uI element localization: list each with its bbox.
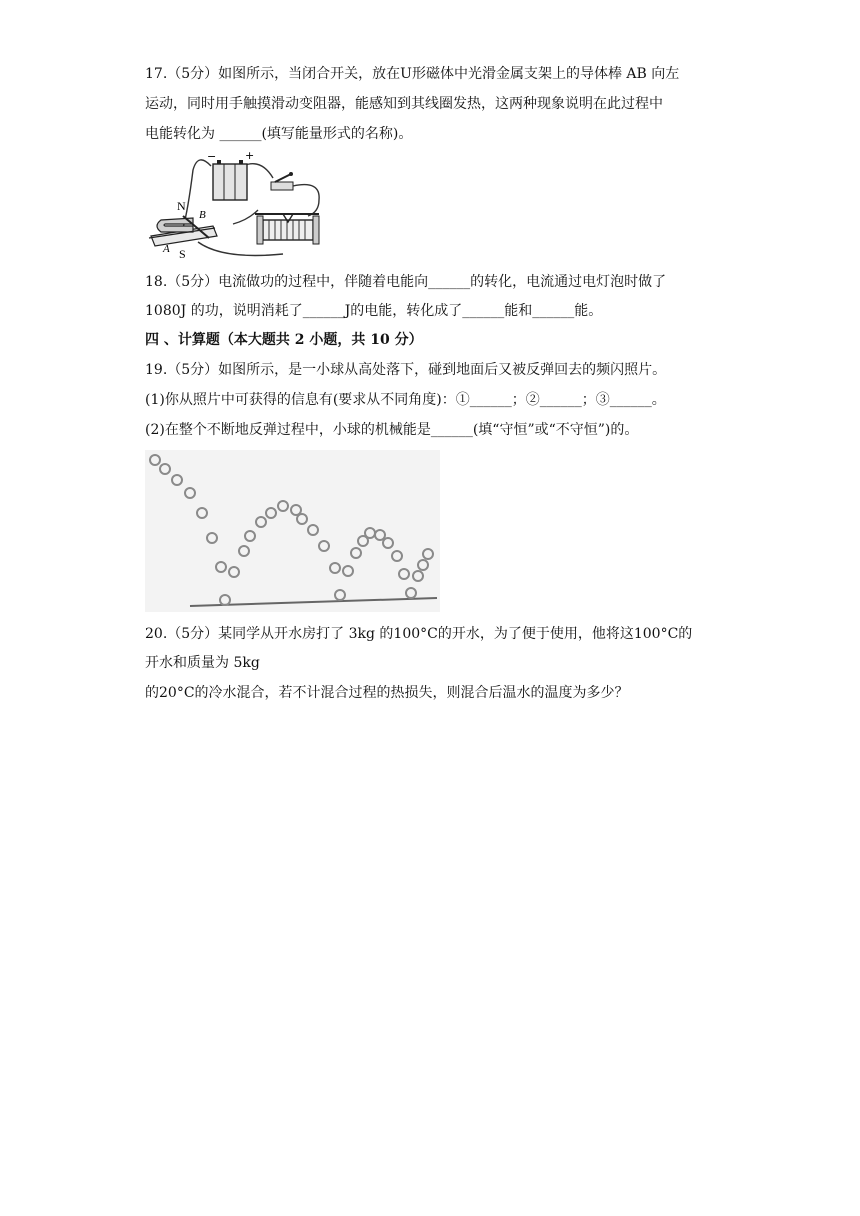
- section-heading: 四 、计算题（本大题共 2 小题，共 10 分）: [145, 332, 423, 348]
- q18-line2: 1080J 的功，说明消耗了______J的电能，转化成了______能和______能。: [145, 303, 603, 319]
- q19-line2: (1)你从照片中可获得的信息有(要求从不同角度)：①______；②______；③______。: [145, 392, 666, 408]
- bouncing-ball-photo: [145, 450, 440, 612]
- q18-line1: 18.（5分）电流做功的过程中，伴随着电能向______的转化，电流通过电灯泡时做了: [145, 274, 667, 290]
- magnet-icon: [149, 216, 217, 246]
- circuit-figure: [143, 150, 325, 262]
- q19-line3: (2)在整个不断地反弹过程中，小球的机械能是______(填“守恒”或“不守恒”)的。: [145, 422, 639, 438]
- q20-line3: 的20°C的冷水混合，若不计混合过程的热损失，则混合后温水的温度为多少？: [145, 685, 629, 701]
- b-label: B: [199, 209, 206, 221]
- switch-icon: [271, 172, 293, 190]
- q20-line1: 20.（5分）某同学从开水房打了 3kg 的100°C的开水，为了便于使用，他将这100°C的: [145, 626, 693, 642]
- minus-label: −: [207, 150, 217, 163]
- n-label: N: [177, 199, 186, 213]
- q17-line3: 电能转化为 ______(填写能量形式的名称)。: [145, 126, 413, 142]
- a-label: A: [163, 243, 170, 255]
- q17-line1: 17.（5分）如图所示，当闭合开关，放在U形磁体中光滑金属支架上的导体棒 AB 向左: [145, 66, 680, 82]
- plus-label: +: [245, 150, 255, 162]
- s-label: S: [179, 247, 186, 261]
- q17-line2: 运动，同时用手触摸滑动变阻器，能感知到其线圈发热，这两种现象说明在此过程中: [145, 96, 663, 112]
- q20-line2: 开水和质量为 5kg: [145, 655, 260, 671]
- q19-line1: 19.（5分）如图所示，是一小球从高处落下，碰到地面后又被反弹回去的频闪照片。: [145, 362, 667, 378]
- rheostat-icon: [255, 214, 319, 244]
- battery-icon: [213, 160, 247, 200]
